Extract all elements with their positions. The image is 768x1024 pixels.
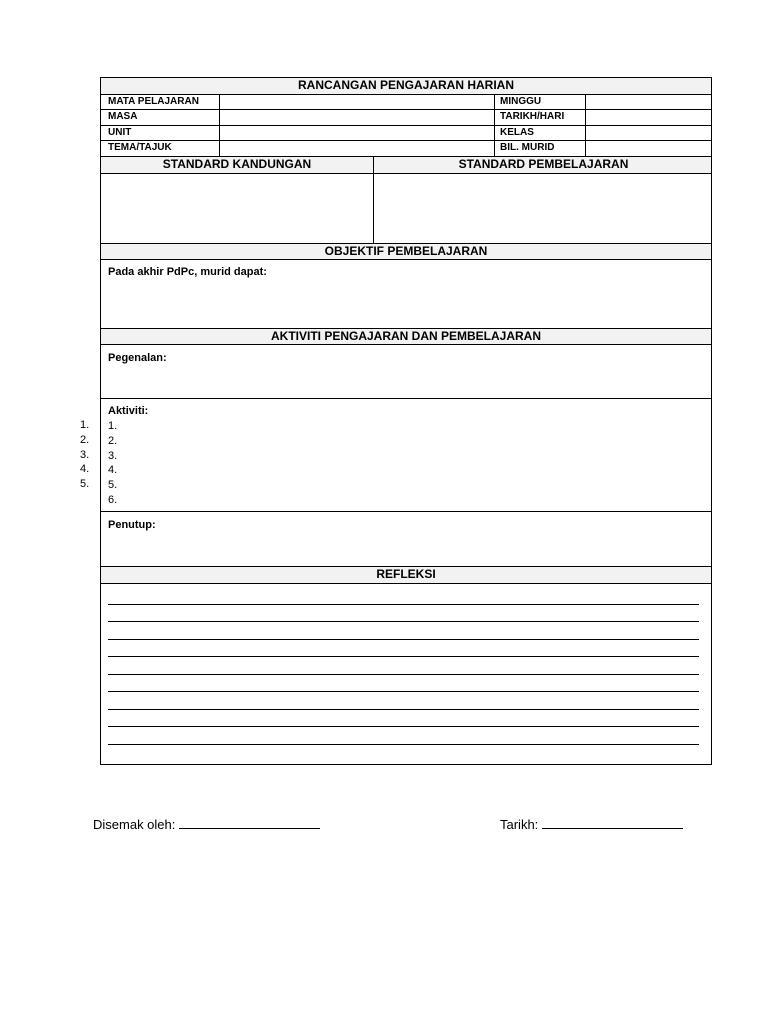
penutup-label: Penutup: [108,519,156,531]
gutter-number: 1. [80,419,90,431]
standard-pembelajaran-area[interactable] [375,174,711,242]
tarikh-label: Tarikh: [500,817,539,832]
refleksi-line [108,639,699,640]
aktiviti-list-item: 6. [108,493,118,506]
refleksi-line [108,726,699,727]
disemak-label: Disemak oleh: [93,817,176,832]
refleksi-line [108,656,699,657]
field-value-kelas[interactable] [586,126,712,140]
refleksi-line [108,621,699,622]
lesson-plan-form [100,77,712,765]
refleksi-line [108,691,699,692]
pegenalan-area[interactable] [102,366,711,397]
aktiviti-heading: AKTIVITI PENGAJARAN DAN PEMBELAJARAN [101,328,711,345]
field-label-tema-tajuk: TEMA/TAJUK [108,142,172,153]
aktiviti-list-item: 5. [108,479,118,492]
field-label-kelas: KELAS [500,127,534,138]
aktiviti-list [108,419,117,508]
objektif-area[interactable] [102,280,711,327]
field-label-bil-murid: BIL. MURID [500,142,555,153]
field-label-tarikh-hari: TARIKH/HARI [500,111,565,122]
field-value-masa[interactable] [220,110,493,124]
standard-kandungan-area[interactable] [102,174,372,242]
field-label-masa: MASA [108,111,138,122]
disemak-field [93,816,320,832]
field-label-mata-pelajaran: MATA PELAJARAN [108,96,199,107]
standard-pembelajaran-heading: STANDARD PEMBELAJARAN [458,157,629,171]
gutter-number: 2. [80,433,90,446]
pegenalan-label: Pegenalan: [108,352,167,364]
tarikh-blank[interactable] [542,816,683,829]
tarikh-field [500,816,683,832]
refleksi-line [108,709,699,710]
field-label-minggu: MINGGU [500,96,542,107]
field-value-tarikh-hari[interactable] [586,110,712,124]
field-value-mata-pelajaran[interactable] [220,95,493,109]
gutter-number: 4. [80,463,90,476]
aktiviti-list-item: 3. [108,449,118,462]
field-value-bil-murid[interactable] [586,141,712,155]
field-value-unit[interactable] [220,126,493,140]
gutter-numbering [80,418,89,492]
refleksi-heading: REFLEKSI [101,566,711,584]
refleksi-line [108,674,699,675]
penutup-area[interactable] [102,533,711,565]
field-value-tema-tajuk[interactable] [220,141,493,155]
aktiviti-label: Aktiviti: [108,405,149,417]
gutter-number: 5. [80,478,90,491]
aktiviti-list-item: 2. [108,434,118,447]
gutter-number: 3. [80,448,90,461]
standard-kandungan-heading: STANDARD KANDUNGAN [162,157,312,171]
aktiviti-list-item: 4. [108,464,118,477]
aktiviti-list-item: 1. [108,420,118,432]
disemak-blank[interactable] [179,816,320,829]
objektif-prompt: Pada akhir PdPc, murid dapat: [108,266,267,278]
field-label-unit: UNIT [108,127,132,138]
field-value-minggu[interactable] [586,95,712,109]
refleksi-line [108,744,699,745]
refleksi-line [108,604,699,605]
form-title: RANCANGAN PENGAJARAN HARIAN [101,78,711,95]
objektif-heading: OBJEKTIF PEMBELAJARAN [101,243,711,260]
